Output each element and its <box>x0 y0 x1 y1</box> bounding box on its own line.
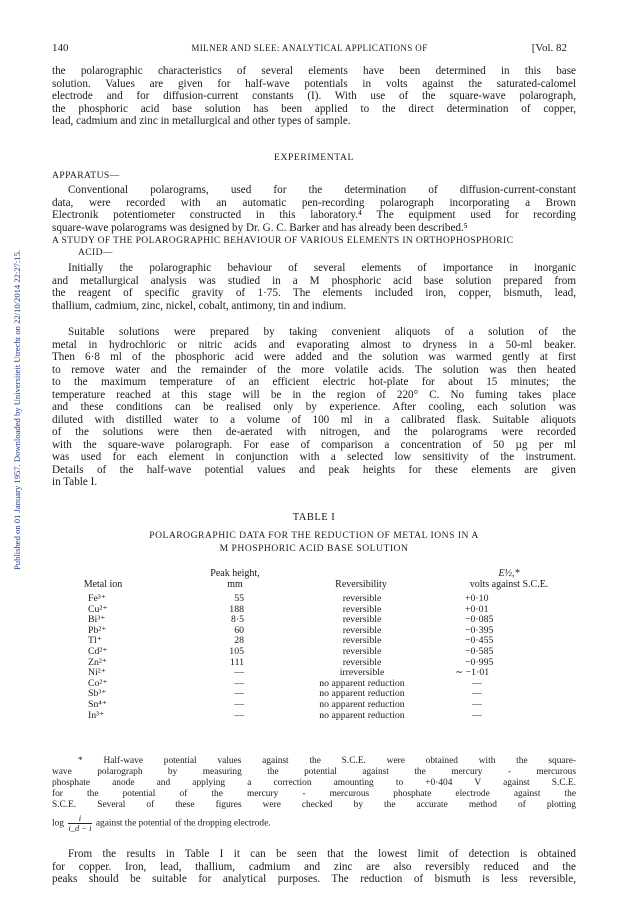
cell-ion: Pb²⁺ <box>88 624 107 636</box>
running-header <box>52 42 567 56</box>
text-line: diluted with distilled water to a volume of 100 ml in a calibrated flask. Suitable aliquots <box>52 413 576 426</box>
footnote-line: for the potential of the mercury - mercurous phosphate electrode against the <box>52 789 576 799</box>
text-line: metal in hydrochloric or nitric acids and evaporating almost to dryness in a 50-ml beaker. <box>52 338 576 351</box>
footnote-line: * Half-wave potential values against the S.C.E. were obtained with the square- <box>78 756 576 766</box>
closing-paragraph <box>52 848 576 886</box>
table-row <box>52 668 576 679</box>
cell-reversibility: reversible <box>342 603 382 615</box>
text-line: Then 6·8 ml of the phosphoric acid were added and the solution was warmed gently at first <box>52 351 576 363</box>
table-footnote <box>52 756 576 833</box>
table-row <box>52 658 576 669</box>
study-paragraph-2 <box>52 326 576 489</box>
footnote-line: S.C.E. Several of these figures were checked by the accurate method of plotting <box>52 800 576 810</box>
table-body <box>52 594 576 721</box>
apparatus-heading: APPARATUS— <box>52 170 120 181</box>
cell-reversibility: no apparent reduction <box>319 698 405 710</box>
cell-ion: Sb³⁺ <box>88 688 107 700</box>
cell-peak: 188 <box>229 603 244 615</box>
cell-reversibility: reversible <box>342 656 382 668</box>
col-header-ion: Metal ion <box>83 579 123 590</box>
table-row <box>52 700 576 711</box>
text-line: square-wave polarograms was designed by Dr. G. C. Barker and has already been described.⁵ <box>52 221 468 234</box>
table-row <box>52 679 576 690</box>
cell-ion: Cd²⁺ <box>88 645 108 657</box>
formula-denominator: i_d − i <box>68 823 92 833</box>
cell-potential: — <box>472 698 482 710</box>
text-line: of the solutions were then de-aerated with nitrogen, and the polarograms were recorded <box>52 426 576 438</box>
text-line: temperature reached at this stage will be in the region of 220° C. No fuming takes place <box>52 388 576 401</box>
text-line: data, were recorded with an automatic pen-recording polarograph incorporating a Brown <box>52 196 576 209</box>
cell-potential: −0·455 <box>465 635 494 647</box>
publication-notice <box>6 150 22 570</box>
cell-reversibility: no apparent reduction <box>319 688 405 700</box>
cell-potential: −0·995 <box>465 656 494 668</box>
cell-peak: 55 <box>234 593 244 604</box>
cell-potential: ∼ −1·01 <box>455 667 490 679</box>
text-line: the reagent of specific gravity of 1·75. The elements included iron, copper, bismuth, lead, <box>52 287 576 299</box>
text-line: Electronik potentiometer constructed in this laboratory.⁴ The equipment used for recording <box>52 209 576 221</box>
cell-peak: 28 <box>234 635 244 647</box>
text-line: Suitable solutions were prepared by taking convenient aliquots of a solution of the <box>68 326 576 338</box>
col-header-potential <box>442 568 576 590</box>
col-header-peak-line: Peak height, <box>210 568 260 579</box>
running-title: MILNER AND SLEE: ANALYTICAL APPLICATIONS OF <box>191 43 428 53</box>
cell-ion: Ni²⁺ <box>88 667 106 679</box>
text-line: peaks should be suitable for analytical purposes. The reduction of bismuth is less reversible, <box>52 873 576 885</box>
table-row <box>52 615 576 626</box>
cell-reversibility: reversible <box>342 593 382 604</box>
formula-numerator: i <box>68 814 91 824</box>
table-caption-line: POLAROGRAPHIC DATA FOR THE REDUCTION OF METAL IONS IN A <box>149 530 479 541</box>
text-line: solution. Values are given for half-wave potentials in volts against the saturated-calomel <box>52 77 576 90</box>
text-line: Details of the half-wave potential values and peak heights for these elements are given <box>52 463 576 476</box>
cell-reversibility: irreversible <box>339 667 385 679</box>
cell-peak: — <box>234 698 244 710</box>
cell-peak: — <box>234 688 244 700</box>
table-row <box>52 689 576 700</box>
text-line: From the results in Table I it can be seen that the lowest limit of detection is obtained <box>68 848 576 860</box>
volume-label: [Vol. 82 <box>531 42 567 54</box>
col-header-reversibility: Reversibility <box>335 579 387 590</box>
study-heading <box>52 235 576 259</box>
cell-reversibility: reversible <box>342 614 382 626</box>
cell-potential: — <box>472 677 482 689</box>
table-number: TABLE I <box>292 512 336 523</box>
cell-ion: Cu²⁺ <box>88 603 108 615</box>
table-row <box>52 636 576 647</box>
publication-notice-text: Published on 01 January 1957. Downloaded by Universiteit Utrecht on 22/10/2014 22:27:15. <box>12 249 22 570</box>
footnote-line: wave polarograph by measuring the potential against the mercury - mercurous <box>52 767 576 777</box>
text-line: thallium, cadmium, zinc, nickel, cobalt, antimony, tin and indium. <box>52 299 347 312</box>
cell-potential: −0·585 <box>465 645 494 657</box>
cell-ion: In³⁺ <box>88 709 105 721</box>
text-line: for copper. Iron, lead, thallium, cadmium and zinc are also reversibly reduced and the <box>52 860 576 873</box>
cell-ion: Zn²⁺ <box>88 656 107 668</box>
table-row <box>52 605 576 616</box>
table-caption <box>52 530 576 555</box>
footnote-formula-line <box>52 814 576 833</box>
cell-potential: −0·395 <box>465 624 494 636</box>
cell-peak: — <box>234 667 244 679</box>
section-heading: EXPERIMENTAL <box>274 152 354 163</box>
col-header-peak <box>190 568 280 590</box>
text-line: electrode and for diffusion-current constants (I). With use of the square-wave polarograph, <box>52 90 576 102</box>
formula-fraction <box>68 814 91 833</box>
col-header-potential-line: E½,* <box>498 568 520 579</box>
cell-ion: Sn⁴⁺ <box>88 698 107 710</box>
cell-ion: Bi³⁺ <box>88 614 106 626</box>
cell-peak: — <box>234 709 244 721</box>
intro-paragraph <box>52 65 576 128</box>
apparatus-paragraph <box>52 184 576 234</box>
footnote-line: phosphate anode and applying a correction amounting to +0·404 V against S.C.E. <box>52 778 576 788</box>
cell-potential: — <box>472 688 482 700</box>
cell-peak: 8·5 <box>230 614 244 626</box>
cell-reversibility: no apparent reduction <box>319 709 405 721</box>
text-line: Conventional polarograms, used for the determination of diffusion-current-constant <box>68 184 576 196</box>
page-number: 140 <box>52 42 69 54</box>
cell-ion: Tl⁺ <box>88 635 102 647</box>
study-heading-line: ACID— <box>78 247 113 258</box>
col-header-potential-line: volts against S.C.E. <box>469 579 549 590</box>
text-line: in Table I. <box>52 476 98 488</box>
text-line: the polarographic characteristics of several elements have been determined in this base <box>52 65 576 77</box>
study-paragraph-1 <box>52 262 576 312</box>
cell-peak: 105 <box>229 645 244 657</box>
cell-ion: Fe³⁺ <box>88 593 106 604</box>
cell-potential: — <box>472 709 482 721</box>
cell-peak: — <box>234 677 244 689</box>
cell-reversibility: reversible <box>342 624 382 636</box>
study-heading-line: A STUDY OF THE POLAROGRAPHIC BEHAVIOUR OF VARIOUS ELEMENTS IN ORTHOPHOSPHORIC <box>52 235 514 246</box>
table-row <box>52 626 576 637</box>
cell-reversibility: reversible <box>342 645 382 657</box>
col-header-peak-line: mm <box>227 579 243 590</box>
cell-reversibility: reversible <box>342 635 382 647</box>
text-line: was used for each element in conjunction with a selected low sensitivity of the instrument. <box>52 451 576 463</box>
cell-reversibility: no apparent reduction <box>319 677 405 689</box>
formula-log: log <box>52 818 64 829</box>
cell-potential: +0·10 <box>465 593 489 604</box>
text-line: with the square-wave polarograph. For ease of comparison a concentration of 50 µg per ml <box>52 438 576 451</box>
table-header <box>52 566 576 592</box>
text-line: and metallurgical analysis was studied in a M phosphoric acid base solution prepared from <box>52 274 576 287</box>
text-line: to the maximum temperature of an efficient electric hot-plate for about 15 minutes; the <box>52 376 576 388</box>
table-row <box>52 711 576 722</box>
text-line: Initially the polarographic behaviour of several elements of importance in inorganic <box>68 262 576 274</box>
formula-tail: against the potential of the dropping electrode. <box>95 818 271 829</box>
cell-ion: Co²⁺ <box>88 677 108 689</box>
cell-potential: −0·085 <box>465 614 494 626</box>
text-line: lead, cadmium and zinc in metallurgical and other types of sample. <box>52 115 351 127</box>
cell-potential: +0·01 <box>465 603 489 615</box>
table-caption-line: M PHOSPHORIC ACID BASE SOLUTION <box>219 542 409 554</box>
cell-peak: 60 <box>234 624 244 636</box>
text-line: and these conditions can be realised only by experience. After cooling, each solution was <box>52 401 576 413</box>
table-row <box>52 594 576 605</box>
table-row <box>52 647 576 658</box>
text-line: the phosphoric acid base solution has been applied to the direct determination of copper, <box>52 102 576 115</box>
cell-peak: 111 <box>230 656 244 668</box>
text-line: to remove water and the remainder of the more volatile acids. The solution was then heated <box>52 363 576 376</box>
